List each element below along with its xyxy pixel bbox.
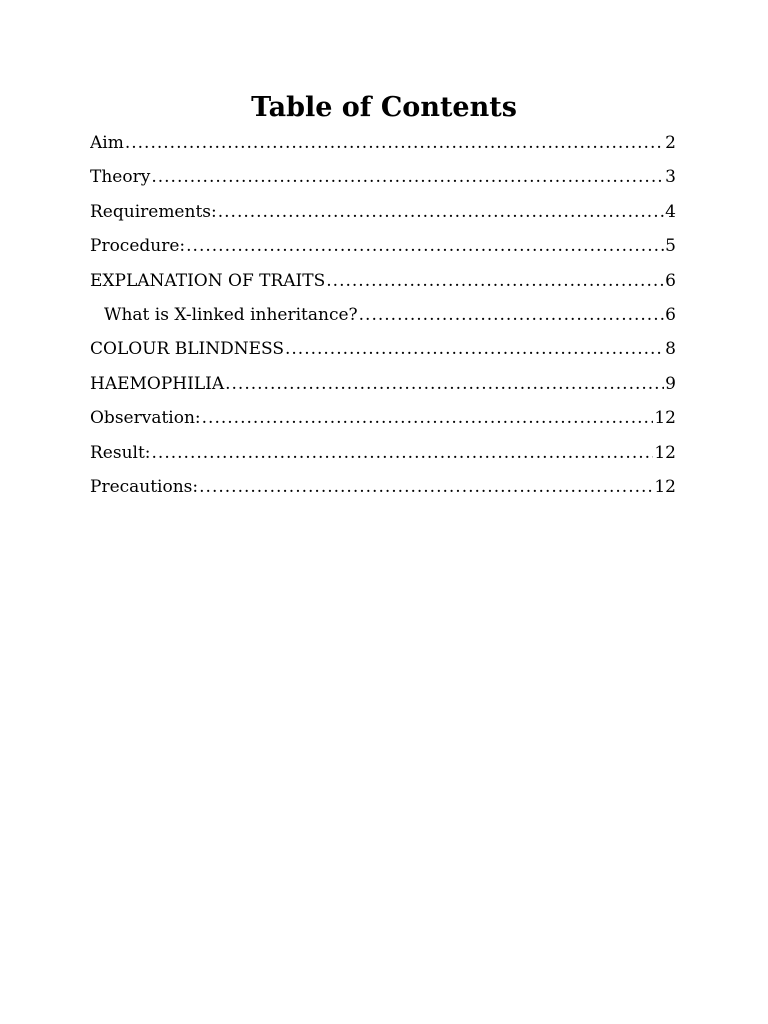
toc-entry-page: 6 — [665, 270, 676, 291]
toc-entry-label: Theory — [90, 167, 151, 188]
toc-entry-page: 12 — [654, 442, 676, 463]
toc-entry-label: Precautions: — [90, 476, 199, 497]
toc-entry-page: 12 — [654, 476, 676, 497]
toc-entry-result[interactable] — [90, 436, 676, 470]
toc-entry-label: Aim — [90, 133, 124, 153]
toc-entry-haemophilia[interactable] — [90, 367, 676, 401]
dot-leader — [218, 195, 664, 229]
dot-leader — [199, 470, 653, 504]
toc-entry-label: COLOUR BLINDNESS — [90, 339, 284, 360]
toc-entry-page: 9 — [665, 373, 676, 394]
toc-entry-theory[interactable] — [90, 160, 676, 194]
toc-entry-page: 6 — [665, 304, 676, 325]
dot-leader — [225, 367, 664, 401]
toc-entry-label: HAEMOPHILIA — [90, 373, 225, 394]
toc-entry-page: 12 — [654, 408, 676, 429]
toc-entry-colour-blindness[interactable] — [90, 332, 676, 366]
page-title: Table of Contents — [251, 92, 517, 123]
toc-entry-procedure[interactable] — [90, 229, 676, 263]
toc-entry-label: Requirements: — [90, 201, 217, 222]
dot-leader — [186, 229, 664, 263]
toc-entry-page: 5 — [665, 236, 676, 257]
toc-entry-page: 4 — [665, 201, 676, 222]
dot-leader — [359, 298, 665, 332]
toc-entry-label: Result: — [90, 442, 151, 463]
toc-entry-page: 8 — [665, 339, 676, 360]
dot-leader — [285, 332, 664, 366]
toc-entry-label: EXPLANATION OF TRAITS — [90, 270, 326, 291]
toc-entry-x-linked-inheritance[interactable] — [90, 298, 676, 332]
dot-leader — [202, 401, 654, 435]
dot-leader — [151, 160, 664, 194]
toc-entry-explanation-of-traits[interactable] — [90, 264, 676, 298]
dot-leader — [125, 126, 664, 160]
toc-entry-aim[interactable] — [90, 126, 676, 160]
toc-entry-label: Procedure: — [90, 236, 186, 257]
toc-entry-observation[interactable] — [90, 401, 676, 435]
toc-entry-requirements[interactable] — [90, 195, 676, 229]
toc-entry-label: Observation: — [90, 408, 201, 429]
dot-leader — [326, 264, 664, 298]
toc-entry-precautions[interactable] — [90, 470, 676, 504]
toc-list — [90, 126, 676, 504]
toc-entry-page: 2 — [665, 133, 676, 153]
toc-entry-page: 3 — [665, 167, 676, 188]
dot-leader — [152, 436, 654, 470]
toc-entry-label: What is X-linked inheritance? — [104, 304, 358, 325]
